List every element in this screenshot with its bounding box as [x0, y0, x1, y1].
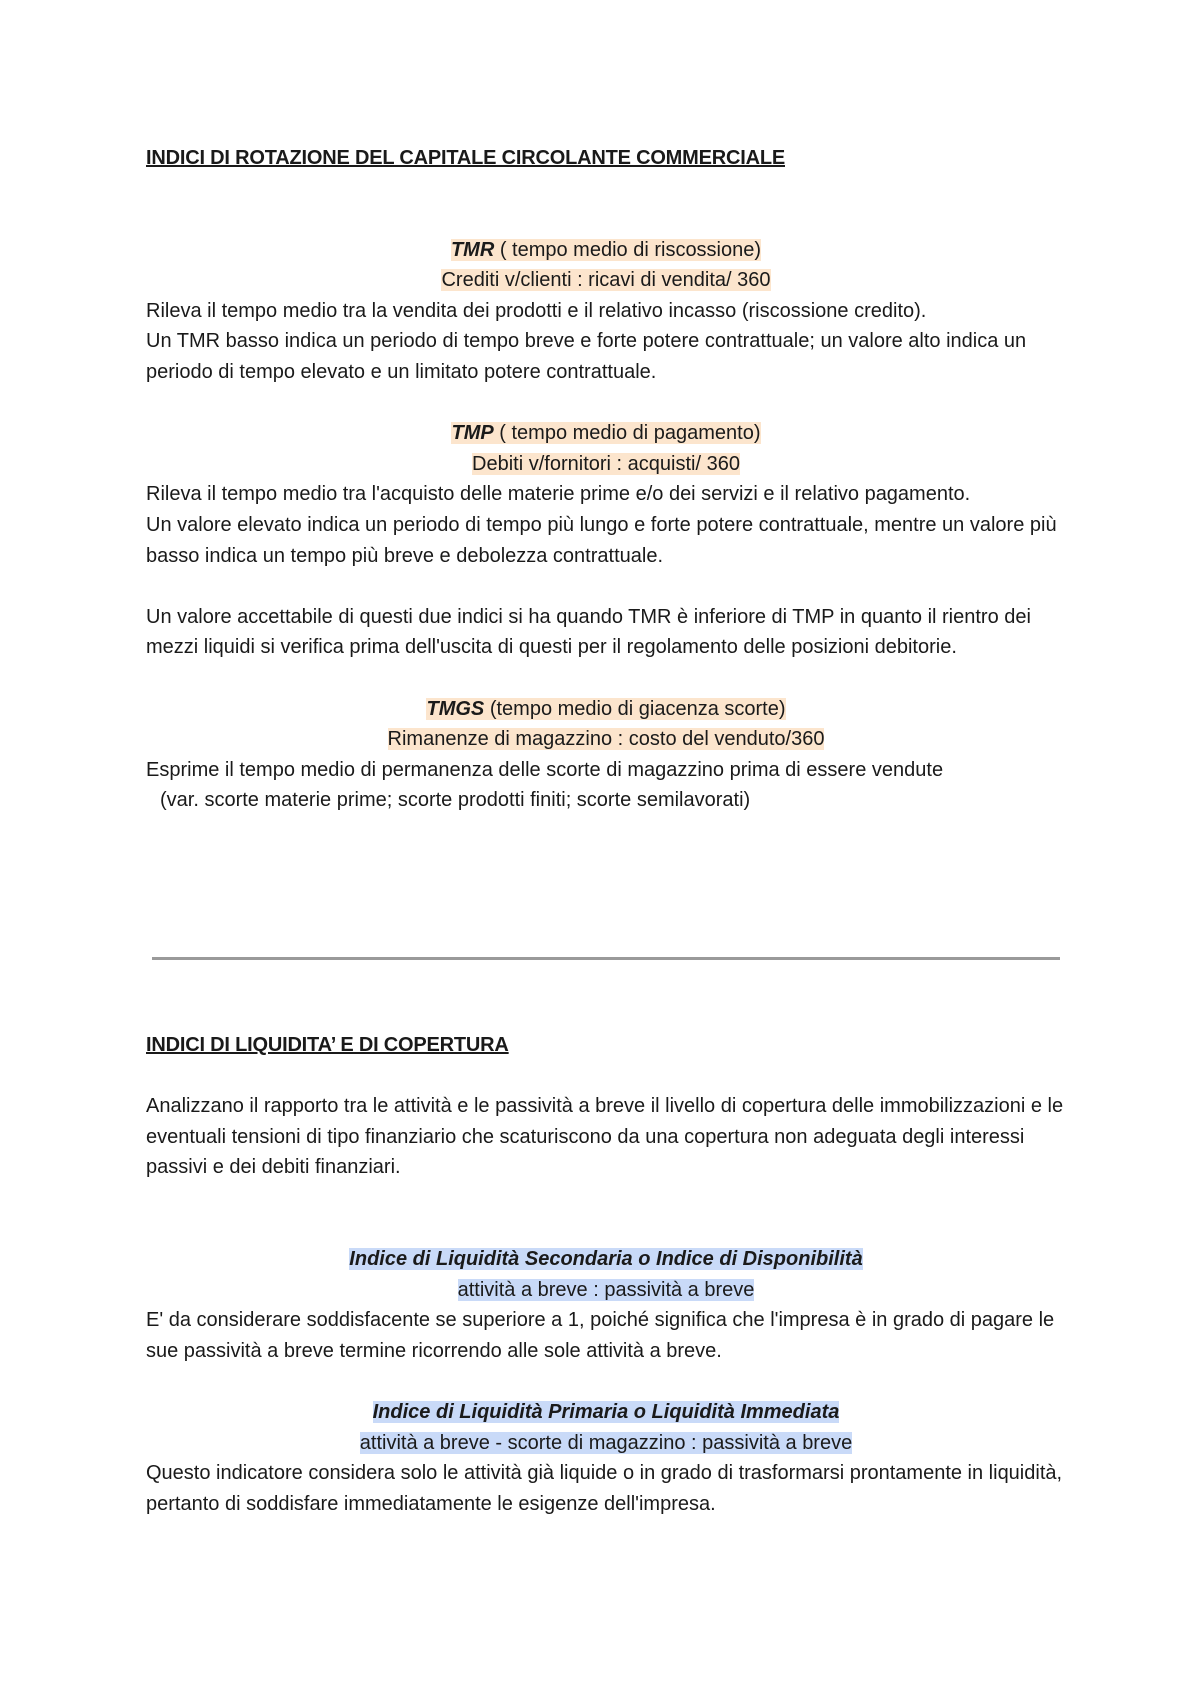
primaria-desc: Questo indicatore considera solo le attività già liquide o in grado di trasformarsi prontamente in liquidità, pertanto di soddisfare immediatamente le esigenze dell'impresa.: [146, 1462, 1063, 1515]
tmr-title-rest: ( tempo medio di riscossione): [494, 238, 762, 261]
primaria-formula-line: [146, 1428, 1066, 1459]
horizontal-rule: [152, 957, 1060, 960]
document-content-section2: [146, 1030, 1066, 1519]
tmp-title: [146, 418, 1066, 449]
document-content: [146, 143, 1066, 816]
tmgs-desc1: Esprime il tempo medio di permanenza delle scorte di magazzino prima di essere vendute: [146, 758, 944, 781]
primaria-title-line: [146, 1397, 1066, 1428]
secondaria-title: Indice di Liquidità Secondaria o Indice di Disponibilità: [349, 1247, 863, 1270]
tmr-formula: Crediti v/clienti : ricavi di vendita/ 360: [441, 269, 771, 292]
secondaria-desc: E' da considerare soddisfacente se superiore a 1, poiché significa che l'impresa è in grado di pagare le sue passività a breve termine ricorrendo alle sole attività a breve.: [146, 1309, 1055, 1362]
tmr-title: [146, 235, 1066, 266]
secondaria-formula: attività a breve : passività a breve: [457, 1278, 755, 1301]
secondaria-title-line: [146, 1244, 1066, 1275]
primaria-title: Indice di Liquidità Primaria o Liquidità Immediata: [372, 1400, 840, 1423]
tmr-desc2: Un TMR basso indica un periodo di tempo breve e forte potere contrattuale; un valore alto indica un periodo di tempo elevato e un limitato potere contrattuale.: [146, 330, 1027, 383]
tmr-formula-line: [146, 265, 1066, 296]
tmp-formula-line: [146, 449, 1066, 480]
section1-heading: INDICI DI ROTAZIONE DEL CAPITALE CIRCOLANTE COMMERCIALE: [146, 147, 785, 169]
tmgs-desc2: (var. scorte materie prime; scorte prodotti finiti; scorte semilavorati): [160, 789, 751, 812]
tmp-formula: Debiti v/fornitori : acquisti/ 360: [472, 452, 740, 475]
section2-intro: Analizzano il rapporto tra le attività e le passività a breve il livello di copertura delle immobilizzazioni e le eventuali tensioni di tipo finanziario che scaturiscono da una copertura non adeguata degli interessi passivi e dei debiti finanziari.: [146, 1095, 1064, 1179]
section2-heading: INDICI DI LIQUIDITA’ E DI COPERTURA: [146, 1034, 509, 1056]
tmgs-title: [146, 694, 1066, 725]
tmgs-formula-line: [146, 724, 1066, 755]
tmgs-formula: Rimanenze di magazzino : costo del venduto/360: [387, 728, 825, 751]
tmr-tmp-note: Un valore accettabile di questi due indici si ha quando TMR è inferiore di TMP in quanto il rientro dei mezzi liquidi si verifica prima dell'uscita di questi per il regolamento delle posizioni debitorie.: [146, 605, 1031, 659]
tmp-desc2: Un valore elevato indica un periodo di tempo più lungo e forte potere contrattuale, mentre un valore più basso indica un tempo più breve e debolezza contrattuale.: [146, 513, 1057, 567]
tmp-title-rest: ( tempo medio di pagamento): [493, 422, 761, 445]
secondaria-formula-line: [146, 1275, 1066, 1306]
tmgs-title-rest: (tempo medio di giacenza scorte): [484, 697, 786, 720]
tmgs-abbr: TMGS: [426, 697, 485, 720]
tmp-abbr: TMP: [451, 422, 494, 445]
primaria-formula: attività a breve - scorte di magazzino : passività a breve: [359, 1431, 853, 1454]
tmr-desc1: Rileva il tempo medio tra la vendita dei prodotti e il relativo incasso (riscossione credito).: [146, 299, 927, 322]
tmr-abbr: TMR: [450, 238, 495, 261]
tmp-desc1: Rileva il tempo medio tra l'acquisto delle materie prime e/o dei servizi e il relativo pagamento.: [146, 483, 971, 506]
